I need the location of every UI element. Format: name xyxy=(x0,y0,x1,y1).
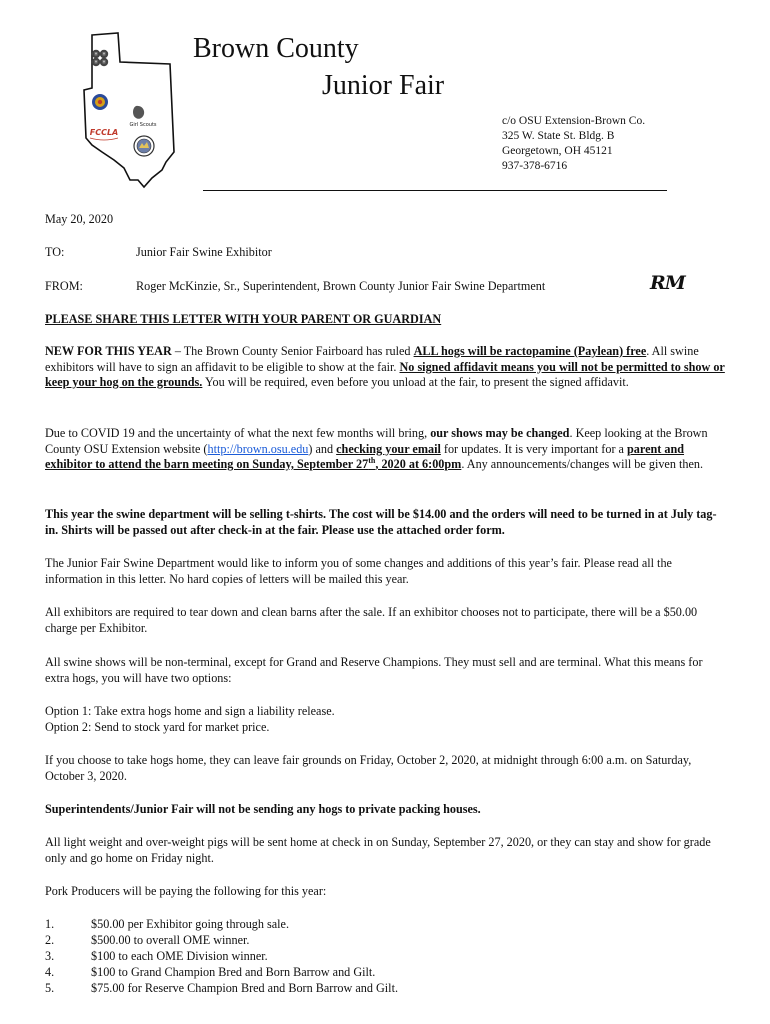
fccla-logo-icon xyxy=(90,128,119,140)
title-line-1: Brown County xyxy=(193,33,359,64)
paragraph-tshirts: This year the swine department will be selling t-shirts. The cost will be $14.00 and the orders will need to be turned in at July tag-in. Shirts will be passed out after check-in at the fair. Please use the attached order form. xyxy=(45,507,717,537)
ohio-seal-icon xyxy=(134,136,154,156)
svg-text:H: H xyxy=(94,51,98,57)
brown-county-logo xyxy=(78,30,183,190)
extension-website-link[interactable]: http://brown.osu.edu xyxy=(207,441,309,456)
to-value: Junior Fair Swine Exhibitor xyxy=(136,245,272,259)
address-line: 325 W. State St. Bldg. B xyxy=(502,130,615,142)
address-line: Georgetown, OH 45121 xyxy=(502,145,613,157)
paragraph-pork-producers: Pork Producers will be paying the following for this year: xyxy=(45,884,327,898)
list-item: 5. $75.00 for Reserve Champion Bred and Born Barrow and Gilt. xyxy=(45,981,398,995)
ffa-emblem-icon xyxy=(92,94,108,110)
to-label: TO: xyxy=(45,245,65,259)
from-label: FROM: xyxy=(45,279,83,293)
header-divider xyxy=(203,190,667,191)
svg-text:FCCLA: FCCLA xyxy=(89,128,119,137)
paragraph-covid: Due to COVID 19 and the uncertainty of what the next few months will bring, our shows may be changed. Keep looking at the Brown County OSU Extension website (http://brown.osu.edu) and checking your email for updates. It is very important for a parent and exhibitor to attend the barn meeting on Sunday, September 27th, 2020 at 6:00pm. Any announcements/changes will be given then. xyxy=(45,426,708,471)
list-item: 2. $500.00 to overall OME winner. xyxy=(45,933,250,947)
share-notice: PLEASE SHARE THIS LETTER WITH YOUR PARENT OR GUARDIAN xyxy=(45,312,442,326)
signature-initials: RM xyxy=(650,272,685,294)
list-item: 4. $100 to Grand Champion Bred and Born Barrow and Gilt. xyxy=(45,965,376,979)
from-value: Roger McKinzie, Sr., Superintendent, Brown County Junior Fair Swine Department xyxy=(136,279,546,293)
list-item: 1. $50.00 per Exhibitor going through sale. xyxy=(45,917,290,931)
paragraph-cleanup: All exhibitors are required to tear down and clean barns after the sale. If an exhibitor chooses not to participate, there will be a $50.00 charge per Exhibitor. xyxy=(45,605,698,635)
letter-date: May 20, 2020 xyxy=(45,212,114,226)
option-2: Option 2: Send to stock yard for market price. xyxy=(45,720,270,734)
extension-address xyxy=(502,114,645,174)
four-h-clover-icon xyxy=(92,50,108,66)
paragraph-weight: All light weight and over-weight pigs will be sent home at check in on Sunday, September 27, 2020, or they can stay and show for grade only and go home on Friday night. xyxy=(45,835,711,865)
paragraph-ractopamine: NEW FOR THIS YEAR – The Brown County Senior Fairboard has ruled ALL hogs will be ractopamine (Paylean) free. All swine exhibitors will have to sign an affidavit to be eligible to show at the fair. No signed affidavit means you will not be permitted to show or keep your hog on the grounds. You will be required, even before you unload at the fair, to present the signed affidavit. xyxy=(45,344,725,389)
address-line: 937-378-6716 xyxy=(502,160,568,172)
paragraph-non-terminal: All swine shows will be non-terminal, except for Grand and Reserve Champions. They must sell and are terminal. What this means for extra hogs, you will have two options: xyxy=(45,655,703,685)
title-line-2: Junior Fair xyxy=(322,70,445,101)
paragraph-changes: The Junior Fair Swine Department would like to inform you of some changes and additions of this year’s fair. Please read all the information in this letter. No hard copies of letters will be mailed this year. xyxy=(45,556,672,586)
svg-text:H: H xyxy=(102,51,106,57)
address-line: c/o OSU Extension-Brown Co. xyxy=(502,115,646,127)
list-item: 3. $100 to each OME Division winner. xyxy=(45,949,268,963)
svg-text:H: H xyxy=(94,59,98,65)
paragraph-packing-houses: Superintendents/Junior Fair will not be sending any hogs to private packing houses. xyxy=(45,802,481,816)
svg-text:H: H xyxy=(102,59,106,65)
svg-text:Girl Scouts: Girl Scouts xyxy=(129,122,157,128)
paragraph-take-home: If you choose to take hogs home, they can leave fair grounds on Friday, October 2, 2020, at midnight through 6:00 a.m. on Saturday, October 3, 2020. xyxy=(45,753,692,783)
girl-scouts-logo-icon xyxy=(129,106,156,128)
option-1: Option 1: Take extra hogs home and sign a liability release. xyxy=(45,704,335,718)
